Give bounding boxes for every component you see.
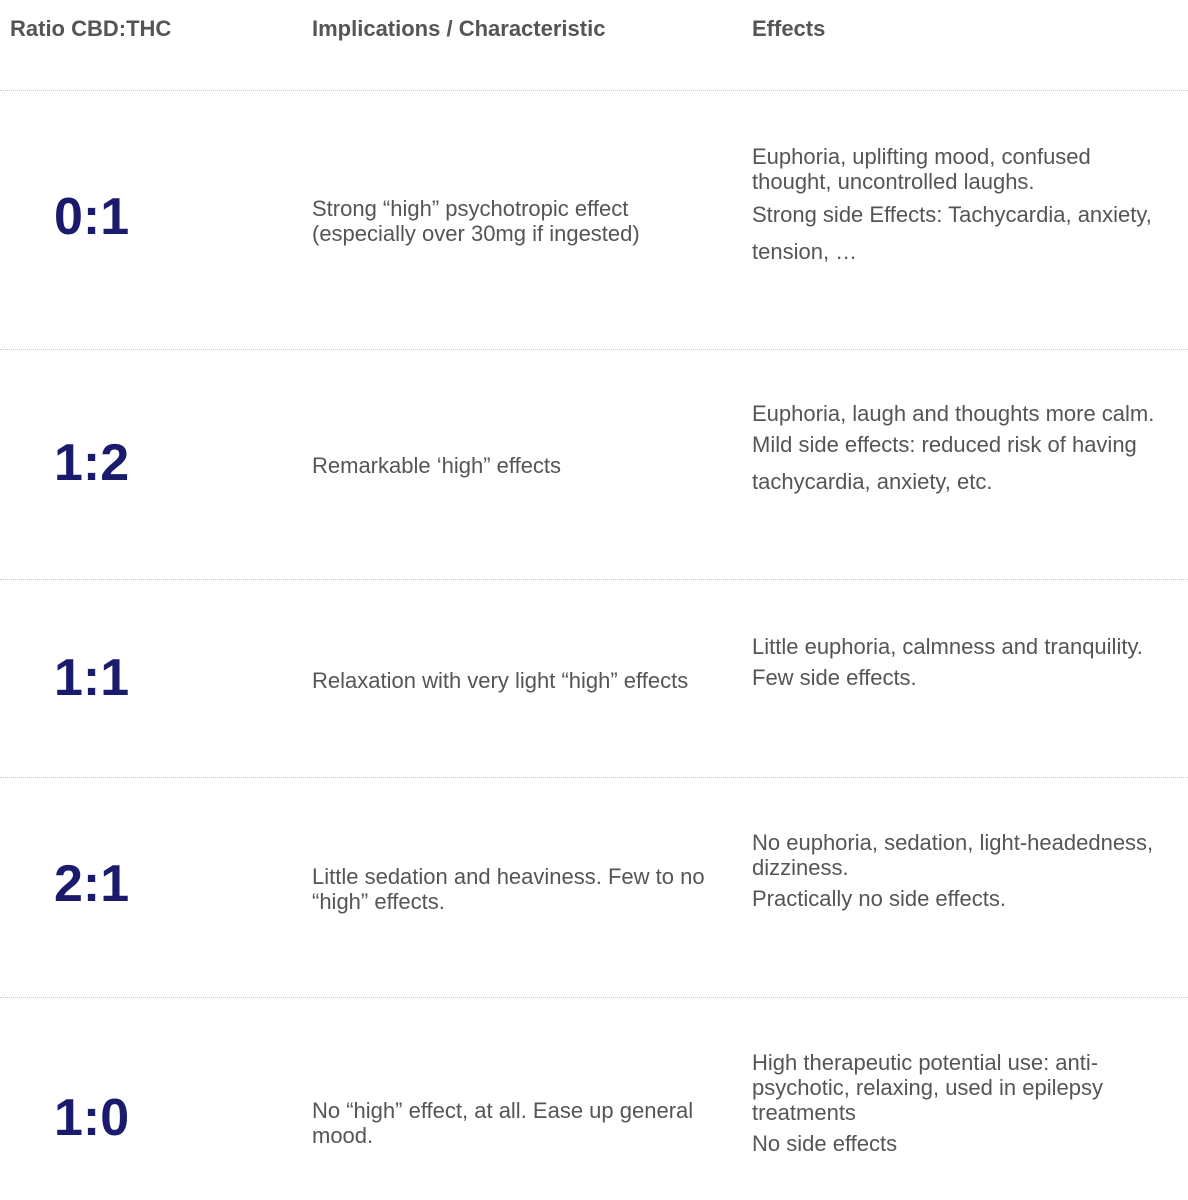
effects-cell [752, 830, 1182, 911]
table-row [0, 580, 1188, 778]
header-ratio: Ratio CBD:THC [10, 16, 172, 41]
header-effects: Effects [752, 16, 826, 41]
effect-line: No side effects [752, 1131, 898, 1156]
implication-text: No “high” effect, at all. Ease up general mood. [312, 1098, 694, 1148]
table-header [0, 0, 1188, 91]
table-row [0, 91, 1188, 350]
table-row [0, 350, 1188, 580]
header-implications: Implications / Characteristic [312, 16, 606, 41]
effect-line: Little euphoria, calmness and tranquility. [752, 634, 1143, 659]
ratio-value: 1:1 [54, 649, 130, 707]
implication-text: Strong “high” psychotropic effect (especially over 30mg if ingested) [312, 196, 640, 246]
effect-line: Euphoria, uplifting mood, confused thought, uncontrolled laughs. [752, 144, 1091, 194]
effects-cell [752, 1050, 1182, 1156]
ratio-value: 1:2 [54, 434, 130, 492]
effect-line: Strong side Effects: Tachycardia, anxiety, tension, … [752, 202, 1152, 264]
effect-line: High therapeutic potential use: anti-psychotic, relaxing, used in epilepsy treatments [752, 1050, 1103, 1125]
ratio-value: 2:1 [54, 855, 130, 913]
ratio-value: 0:1 [54, 188, 130, 246]
table-row [0, 998, 1188, 1200]
effect-line: Mild side effects: reduced risk of having tachycardia, anxiety, etc. [752, 432, 1137, 494]
effect-line: Euphoria, laugh and thoughts more calm. [752, 401, 1155, 426]
effects-cell [752, 144, 1182, 270]
implication-text: Little sedation and heaviness. Few to no “high” effects. [312, 864, 705, 914]
implication-text: Relaxation with very light “high” effects [312, 668, 689, 693]
effect-line: No euphoria, sedation, light-headedness, dizziness. [752, 830, 1154, 880]
ratio-value: 1:0 [54, 1089, 130, 1147]
effects-cell [752, 634, 1182, 690]
implication-text: Remarkable ‘high” effects [312, 453, 562, 478]
effect-line: Practically no side effects. [752, 886, 1006, 911]
effects-cell [752, 401, 1182, 500]
effect-line: Few side effects. [752, 665, 917, 690]
table-row [0, 778, 1188, 998]
